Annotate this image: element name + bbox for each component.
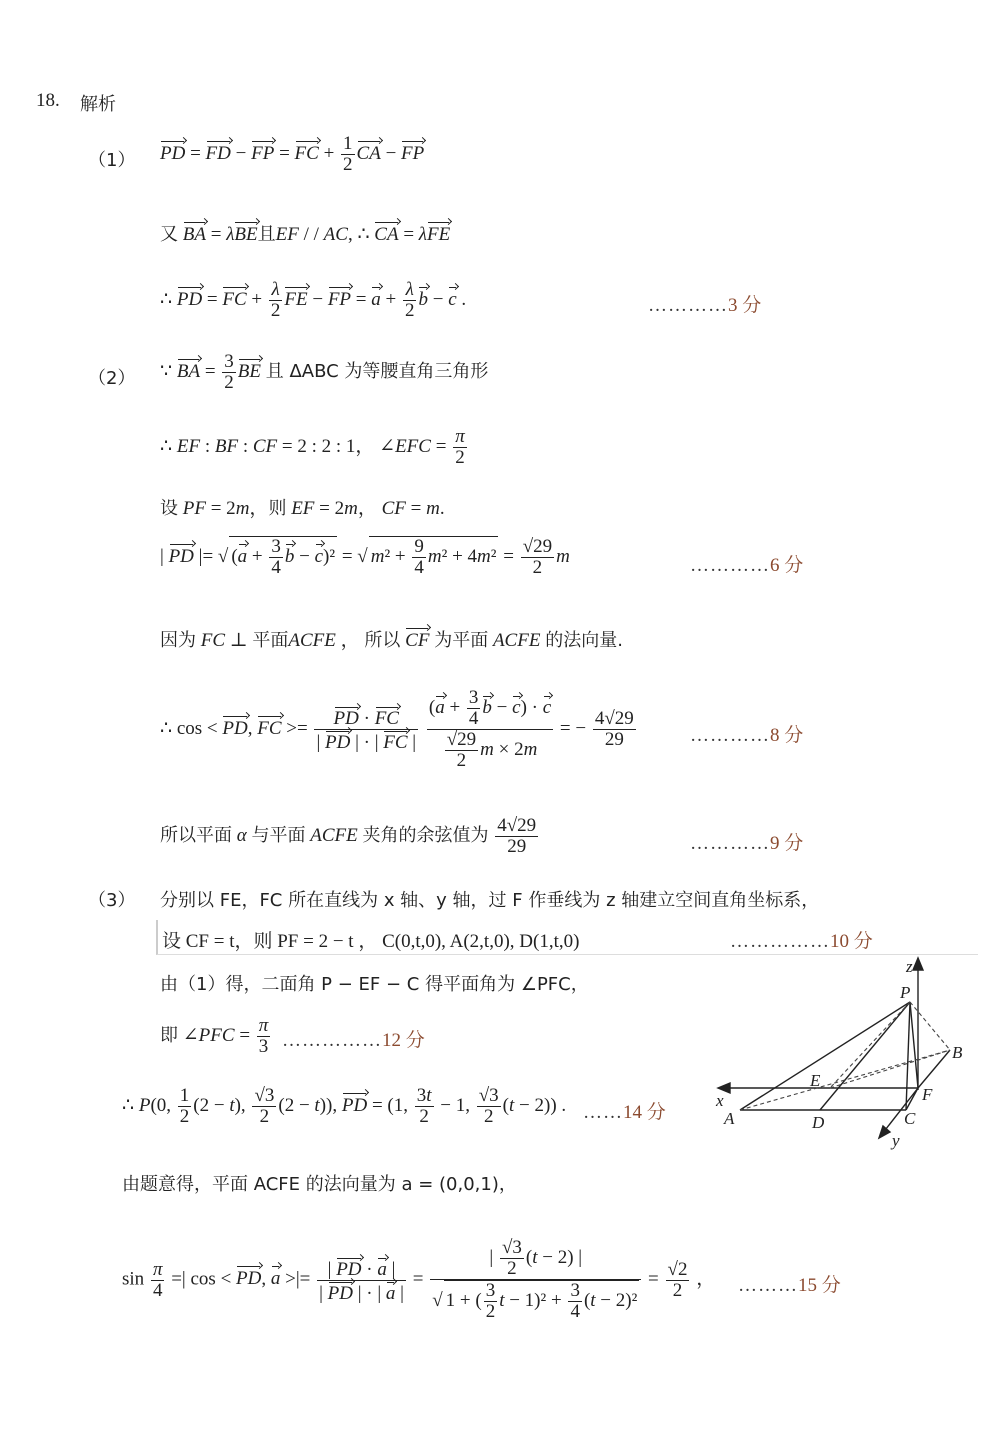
part2-line7: 所以平面 α 与平面 ACFE 夹角的余弦值为 $\frac{4√29}{29}$ (160, 815, 537, 857)
label-z: z (906, 957, 913, 976)
label-b: B (952, 1043, 963, 1062)
question-number: 18. (36, 90, 60, 111)
label-d: D (812, 1113, 825, 1132)
label-y: y (892, 1131, 900, 1150)
part1-line3: ∴ PD = FC + $\frac{\lambda}{2}$ FE − FP = a + $\frac{\lambda}{2}$ b − c . (160, 279, 467, 321)
part3-line4: 即 ∠PFC = $\frac{\pi}{3}$ (160, 1015, 269, 1057)
part2-line5: 因为 FC ⊥ 平面ACFE ， 所以 CF 为平面 ACFE 的法向量. (160, 625, 623, 652)
score-3: …………3 分 (648, 295, 762, 316)
part3-line1: 分别以 FE，FC 所在直线为 x 轴、y 轴，过 F 作垂线为 z 轴建立空间直角坐标系， (160, 890, 820, 911)
edge-cf (906, 1088, 918, 1110)
part3-line7: sin $\frac{\pi}{4}$ =| cos < PD, a >|= $\frac{| PD \cdot a |}{| PD | \cdot | a |}$ = | $\frac{√3}{2}$ (t − 2) | √ 1 + ( $\frac{3}{2}$ t − 1)² + $\frac{3}{4}$ (t − 2)² = $\frac{√2}{2}$ ， (122, 1237, 716, 1322)
part1-line2: 又 BA = λBE且EF / / AC, ∴ CA = λFE (160, 220, 450, 246)
label-a: A (724, 1109, 735, 1128)
edge-pc (906, 1002, 910, 1110)
part2-line3: 设 PF = 2m，则 EF = 2m， CF = m. (160, 498, 445, 519)
question-title: 解析 (80, 94, 116, 115)
part3-line6: 由题意得，平面 ACFE 的法向量为 a = (0,0,1)， (122, 1174, 517, 1195)
score-6: …………6 分 (690, 555, 804, 576)
part2-line4: | PD |= √ (a + $\frac{3}{4}$ b − c)² = √ m² + $\frac{9}{4}$ m² + 4m² = $\frac{√29}{2}$ m (160, 536, 570, 578)
part3-label: （3） (88, 890, 136, 911)
edge-pd (820, 1002, 910, 1110)
score-12: ……………12 分 (282, 1030, 425, 1051)
score-14: ……14 分 (583, 1102, 666, 1123)
part2-label: （2） (88, 368, 136, 389)
part2-line6: ∴ cos < PD, FC >= $\frac{PD \cdot FC}{| PD | \cdot | FC |}$ (a + $\frac{3}{4}$ b − c) · c $\frac{√29}{2}$ m × 2m = − $\frac{4√29}{29}$ (160, 687, 634, 771)
score-15: ………15 分 (738, 1275, 841, 1296)
edge-pa (740, 1002, 910, 1110)
label-p: P (900, 983, 911, 1002)
score-8: …………8 分 (690, 725, 804, 746)
part2-line1: ∵ BA = $\frac{3}{2}$ BE 且 ΔABC 为等腰直角三角形 (160, 351, 489, 393)
score-10: ……………10 分 (730, 931, 873, 952)
z-axis-arrow (913, 958, 923, 970)
label-x: x (716, 1091, 724, 1110)
geometry-figure (700, 950, 980, 1150)
part3-line2: 设 CF = t，则 PF = 2 − t ， C(0,t,0), A(2,t,0), D(1,t,0) (162, 931, 580, 952)
part3-line5: ∴ P(0, $\frac{1}{2}$ (2 − t), $\frac{√3}{2}$ (2 − t)), PD = (1, $\frac{3t}{2}$ − 1, $\frac{√3}{2}$ (t − 2)) . (122, 1085, 567, 1127)
label-e: E (810, 1071, 821, 1090)
part1-line1: PD = FD − FP = FC + $\frac{1}{2}$ CA − FP (160, 133, 425, 175)
part1-label: （1） (88, 150, 136, 171)
score-9: …………9 分 (690, 833, 804, 854)
label-c: C (904, 1109, 916, 1128)
y-axis-arrow (879, 1126, 890, 1138)
edge-pb (910, 1002, 950, 1050)
edge-fb (918, 1050, 950, 1088)
edge-pf (910, 1002, 918, 1088)
label-f: F (922, 1085, 933, 1104)
part2-line2: ∴ EF : BF : CF = 2 : 2 : 1， ∠EFC = $\frac{\pi}{2}$ (160, 426, 465, 468)
part3-line3: 由（1）得，二面角 P − EF − C 得平面角为 ∠PFC， (160, 974, 589, 995)
